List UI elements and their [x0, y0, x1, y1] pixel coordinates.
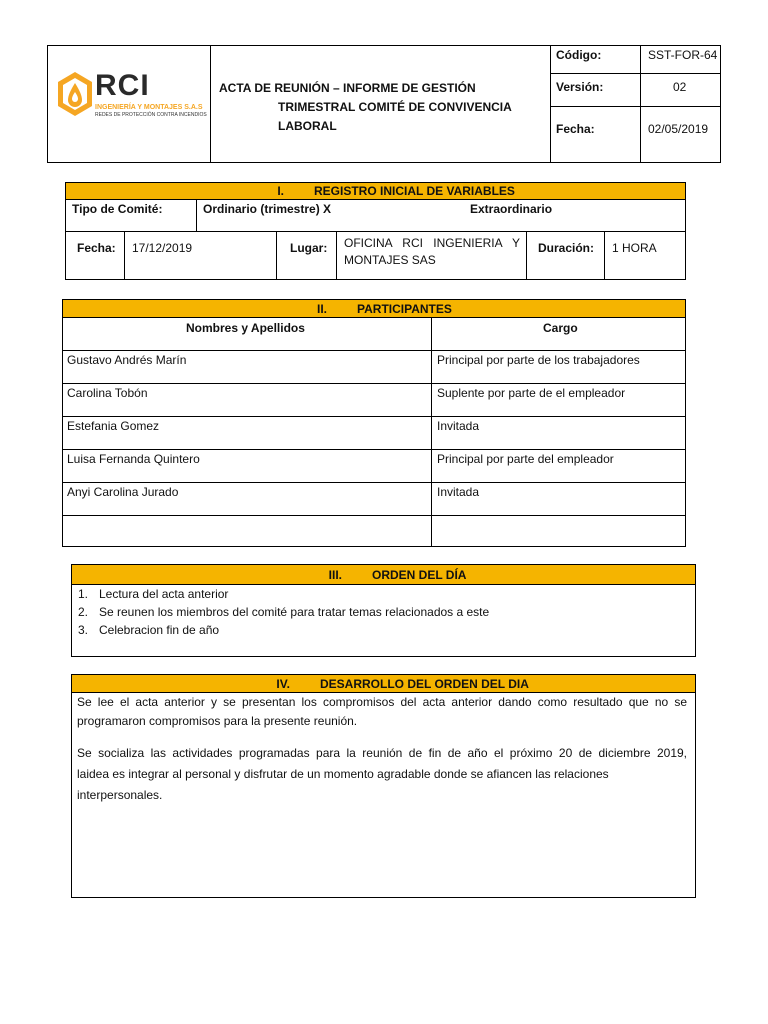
development-para1-line2: programaron compromisos para la presente reunión.: [77, 714, 358, 728]
table-row-divider: [62, 350, 686, 351]
tipo-divider: [196, 199, 197, 232]
document-title-line1: ACTA DE REUNIÓN – INFORME DE GESTIÓN: [219, 81, 476, 95]
participant-cargo: Invitada: [437, 485, 480, 499]
section1-header: [65, 182, 686, 200]
section3-header: [71, 564, 696, 585]
participant-cargo: Invitada: [437, 419, 480, 433]
tipo-extraordinario: Extraordinario: [470, 202, 553, 216]
lugar-value-line2: MONTAJES SAS: [344, 253, 436, 267]
agenda-item-text: Se reunen los miembros del comité para tratar temas relacionados a este: [99, 605, 490, 619]
duracion-value: 1 HORA: [612, 241, 657, 255]
rci-logo-icon: [55, 70, 95, 122]
section2-header: [62, 299, 686, 318]
participant-cargo: Principal por parte de los trabajadores: [437, 353, 640, 367]
meta-label-column: [551, 45, 641, 163]
fecha-divider-5: [604, 231, 605, 280]
col-header-cargo: Cargo: [543, 321, 578, 335]
participant-name: Luisa Fernanda Quintero: [67, 452, 200, 466]
section4-header: [71, 674, 696, 693]
table-row-divider: [62, 515, 686, 516]
section2-number: II.: [316, 301, 327, 316]
participants-col-divider: [431, 317, 432, 547]
fecha-divider-4: [526, 231, 527, 280]
meta-row-divider-2: [551, 106, 721, 107]
agenda-item-number: 3.: [78, 623, 89, 637]
section2-title: PARTICIPANTES: [357, 301, 452, 316]
meta-row-divider-1: [551, 73, 721, 74]
agenda-item-text: Celebracion fin de año: [99, 623, 220, 637]
lugar-label: Lugar:: [290, 241, 328, 255]
logo-brand: RCI: [95, 69, 150, 102]
tipo-comite-label: Tipo de Comité:: [72, 202, 163, 216]
fecha-divider-2: [276, 231, 277, 280]
development-para1-line1: Se lee el acta anterior y se presentan los compromisos del acta anterior dando como resultado que no se: [77, 695, 687, 709]
section3-title: ORDEN DEL DÍA: [372, 567, 467, 582]
logo-tagline: INGENIERÍA Y MONTAJES S.A.S: [95, 104, 203, 111]
participant-name: Carolina Tobón: [67, 386, 148, 400]
version-label: Versión:: [556, 80, 604, 94]
development-para2-line1: Se socializa las actividades programadas para la reunión de fin de año el próximo 20 de diciembre 2019,: [77, 746, 687, 760]
fecha-divider-1: [124, 231, 125, 280]
codigo-label: Código:: [556, 48, 602, 62]
lugar-value-line1: OFICINA RCI INGENIERIA Y: [344, 236, 520, 250]
tipo-ordinario: Ordinario (trimestre) X: [203, 202, 332, 216]
participant-name: Anyi Carolina Jurado: [67, 485, 179, 499]
participant-cargo: Principal por parte del empleador: [437, 452, 614, 466]
participant-cargo: Suplente por parte de el empleador: [437, 386, 626, 400]
development-para2-line2: laidea es integrar al personal y disfrutar de un momento agradable donde se afiancen las relaciones: [77, 767, 609, 781]
agenda-item-number: 1.: [78, 587, 89, 601]
table-row-divider: [62, 482, 686, 483]
development-para2-line3: interpersonales.: [77, 788, 163, 802]
codigo-value: SST-FOR-64: [648, 48, 718, 62]
section4-number: IV.: [276, 676, 290, 691]
section1-title: REGISTRO INICIAL DE VARIABLES: [314, 184, 515, 198]
col-header-nombres: Nombres y Apellidos: [186, 321, 305, 335]
title-cell: [211, 45, 551, 163]
agenda-item-text: Lectura del acta anterior: [99, 587, 229, 601]
document-title-line2: TRIMESTRAL COMITÉ DE CONVIVENCIA: [278, 100, 512, 114]
section3-number: III.: [328, 567, 342, 582]
participant-name: Gustavo Andrés Marín: [67, 353, 187, 367]
table-row-divider: [62, 449, 686, 450]
section4-title: DESARROLLO DEL ORDEN DEL DIA: [320, 676, 529, 691]
fecha-meeting-label: Fecha:: [77, 241, 116, 255]
fecha-doc-value: 02/05/2019: [648, 122, 709, 136]
agenda-item-number: 2.: [78, 605, 89, 619]
table-row-divider: [62, 416, 686, 417]
fecha-meeting-value: 17/12/2019: [132, 241, 193, 255]
logo-cell: [47, 45, 211, 163]
fecha-divider-3: [336, 231, 337, 280]
document-title-line3: LABORAL: [278, 119, 337, 133]
logo-subline: REDES DE PROTECCIÓN CONTRA INCENDIOS: [95, 112, 207, 118]
fecha-doc-label: Fecha:: [556, 122, 595, 136]
participant-name: Estefania Gomez: [67, 419, 160, 433]
section1-number: I.: [277, 184, 284, 198]
version-value: 02: [673, 80, 687, 94]
table-row-divider: [62, 383, 686, 384]
duracion-label: Duración:: [538, 241, 595, 255]
